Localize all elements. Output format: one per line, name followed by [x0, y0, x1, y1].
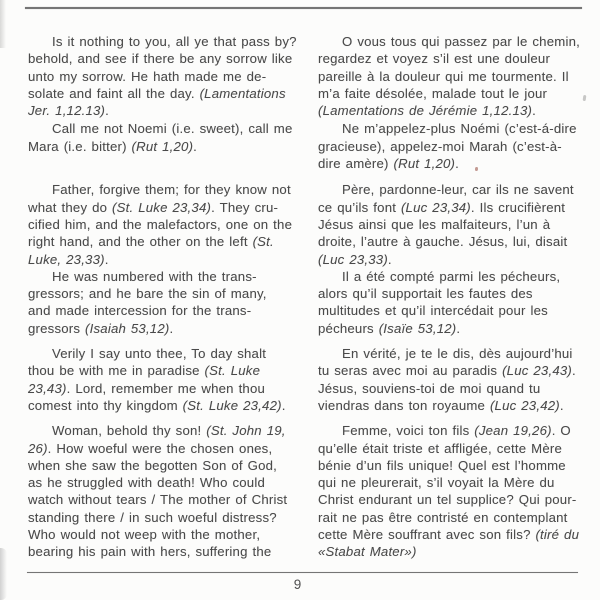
text-line — [28, 120, 293, 137]
scripture-reference: (Isaïe 53,12) — [378, 320, 457, 336]
text-segment: cette Mère souffrant avec son fils? — [318, 527, 536, 543]
text-segment: En vérité, je te le dis, dès aujourd’hui — [342, 346, 573, 362]
text-segment: O vous tous qui passez par le chemin, — [342, 34, 580, 49]
text-segment: m’a faite désolée, malade tout le jour — [318, 85, 548, 101]
text-segment: Père, pardonne-leur, car ils ne savent — [342, 182, 574, 198]
page-edge-shadow-bottom — [0, 548, 7, 600]
text-segment: Father, forgive them; for they know not — [52, 182, 291, 198]
paragraph-french-1 — [318, 33, 580, 119]
text-segment: Verily I say unto thee, To day shalt — [52, 346, 267, 362]
paragraph-french-4 — [318, 268, 580, 337]
text-segment: and made intercession for the trans- — [28, 303, 252, 319]
text-line — [28, 138, 290, 155]
text-line — [28, 285, 290, 302]
text-segment: . They cru- — [211, 199, 279, 215]
text-line — [318, 302, 580, 319]
paragraph-row — [28, 268, 588, 337]
text-line — [318, 345, 580, 362]
text-line — [28, 526, 290, 543]
text-line — [28, 50, 293, 67]
text-segment: as he struggled with death! Who could — [28, 475, 265, 491]
bottom-rule — [27, 572, 578, 573]
text-line — [318, 474, 580, 491]
text-segment: what they do — [28, 199, 113, 215]
paragraph-row — [28, 345, 588, 414]
text-segment: . Lord, remember me when thou — [66, 380, 266, 396]
text-line — [28, 474, 290, 491]
text-line — [28, 181, 290, 198]
text-segment: unto my sorrow. He hath made me de- — [28, 68, 267, 84]
text-line — [318, 397, 580, 414]
text-segment: bénie d’un fils unique! Quel est l’homme — [318, 457, 566, 473]
paragraph-row — [28, 422, 588, 560]
scripture-reference: (Luc 23,42) — [489, 397, 560, 413]
paragraph-row — [28, 120, 588, 172]
text-segment: qu’elle était triste et affligée, cette Mère — [318, 440, 562, 456]
text-line — [318, 543, 580, 560]
scripture-reference: (Jean 19,26) — [474, 423, 552, 439]
text-line — [28, 362, 290, 379]
scripture-reference: (Luc 23,43) — [502, 363, 572, 379]
text-segment: gressors; and he bare the sin of many, — [28, 286, 267, 302]
text-line — [28, 380, 290, 397]
text-segment: ce qu’ils font — [318, 199, 401, 215]
scripture-reference: «Stabat Mater») — [318, 544, 417, 560]
text-segment: regardez et voyez s’il est une douleur — [318, 51, 551, 67]
text-line — [318, 155, 580, 172]
text-segment: . — [104, 251, 109, 267]
paragraph-english-4 — [28, 268, 290, 337]
text-segment: . O — [551, 423, 571, 439]
text-segment: behold, and see if there be any sorrow like — [28, 51, 293, 67]
text-segment: . — [169, 320, 174, 336]
text-segment: . — [193, 138, 198, 154]
scripture-reference: (Rut 1,20) — [393, 156, 456, 172]
scripture-reference: 26) — [28, 440, 48, 456]
text-segment: watch without tears / The mother of Christ — [28, 492, 288, 508]
text-line — [318, 216, 580, 233]
text-segment: Mara (i.e. bitter) — [28, 138, 132, 154]
text-segment: gressors — [28, 320, 86, 336]
text-line — [318, 422, 580, 439]
text-line — [318, 33, 580, 50]
top-rule — [25, 7, 582, 9]
scripture-reference: (Luc 23,34) — [400, 199, 471, 215]
text-segment: Ne m’appelez-plus Noémi (c’est-á-dire — [342, 121, 577, 137]
text-segment: standing there / in such woeful distress? — [28, 509, 277, 525]
text-segment: rait ne pas être contristé en contemplant — [318, 509, 568, 525]
text-line — [318, 120, 580, 137]
text-line — [318, 268, 580, 285]
text-line — [318, 85, 580, 102]
text-segment: multitudes et qu’il intercédait pour les — [318, 303, 548, 319]
text-segment: Femme, voici ton fils — [342, 423, 475, 439]
scripture-reference: (Luc 23,33) — [318, 251, 388, 267]
text-segment: . — [105, 103, 110, 119]
text-line — [318, 491, 580, 508]
text-line — [318, 138, 580, 155]
text-segment: gracieuse), appelez-moi Marah (c’est-à- — [318, 138, 562, 154]
text-segment: viendras dans ton royaume — [318, 397, 490, 413]
text-segment: thou be with me in paradise — [28, 363, 205, 379]
text-line — [318, 50, 580, 67]
text-segment: right hand, and the other on the left — [28, 234, 253, 250]
scripture-reference: (St. Luke 23,34) — [112, 199, 212, 215]
text-line — [28, 422, 290, 439]
text-line — [318, 199, 580, 216]
scripture-reference: 23,43) — [28, 380, 67, 396]
text-line — [28, 440, 290, 457]
text-segment: . — [281, 397, 286, 413]
text-line — [28, 85, 290, 102]
paragraph-row — [28, 181, 588, 267]
text-segment: pécheurs — [318, 320, 379, 336]
text-line — [28, 302, 290, 319]
text-segment: dire amère) — [318, 156, 394, 172]
text-line — [28, 233, 290, 250]
text-line — [28, 320, 290, 337]
text-line — [28, 102, 290, 119]
text-segment: . Ils crucifièrent — [470, 199, 566, 215]
text-line — [28, 68, 290, 85]
text-line — [318, 181, 580, 198]
paragraph-french-5 — [318, 345, 580, 414]
text-segment: . — [387, 251, 392, 267]
paragraph-english-2 — [28, 120, 293, 172]
text-segment: qui ne pleurerait, s’il voyait la Mère du — [318, 475, 555, 491]
text-segment: . — [455, 156, 460, 172]
page-edge-shadow-top — [0, 0, 6, 48]
text-segment: Il a été compté parmi les pécheurs, — [342, 268, 561, 284]
text-segment: droite, l’autre à gauche. Jésus, lui, disait — [318, 234, 568, 250]
paragraph-english-5 — [28, 345, 290, 414]
text-segment: Christ endurant un tel supplice? Qui pour- — [318, 492, 577, 508]
text-segment: cified him, and the malefactors, one on the — [28, 216, 293, 232]
text-segment: He was numbered with the trans- — [52, 268, 257, 284]
text-line — [318, 440, 580, 457]
scripture-reference: Luke, 23,33) — [28, 251, 105, 267]
scripture-reference: (St. John 19, — [206, 423, 286, 439]
text-segment: . — [456, 320, 461, 336]
text-segment: Who would not weep with the mother, — [28, 527, 261, 543]
text-segment: tu seras avec moi au paradis — [318, 363, 503, 379]
text-segment: Is it nothing to you, all ye that pass by? — [52, 34, 297, 49]
scripture-reference: (tiré du — [535, 527, 580, 543]
paragraph-row — [28, 33, 588, 119]
scripture-reference: (St. — [252, 234, 274, 250]
text-line — [318, 526, 580, 543]
text-line — [318, 320, 580, 337]
two-column-text — [28, 33, 588, 561]
text-line — [28, 543, 290, 560]
scripture-reference: (St. Luke — [204, 363, 261, 379]
text-line — [28, 457, 290, 474]
scripture-reference: Jer. 1,12.13) — [28, 103, 106, 119]
text-segment: comest into thy kingdom — [28, 397, 183, 413]
text-line — [28, 199, 290, 216]
text-segment: Call me not Noemi (i.e. sweet), call me — [52, 121, 293, 137]
text-segment: solate and faint all the day. — [28, 85, 200, 101]
text-segment: Woman, behold thy son! — [52, 423, 207, 439]
paragraph-french-6 — [318, 422, 580, 560]
paragraph-english-3 — [28, 181, 293, 267]
text-segment: Jésus ainsi que les malfaiteurs, l’un à — [318, 216, 551, 232]
scripture-reference: (St. Luke 23,42) — [182, 397, 282, 413]
text-line — [28, 216, 293, 233]
text-segment: . — [532, 103, 536, 119]
text-segment: alors qu’il supportait les fautes des — [318, 286, 533, 302]
text-line — [28, 491, 290, 508]
text-line — [318, 233, 580, 250]
text-line — [28, 509, 290, 526]
text-line — [318, 102, 580, 119]
text-line — [28, 33, 297, 50]
text-line — [318, 362, 580, 379]
text-line — [318, 251, 580, 268]
paragraph-french-3 — [318, 181, 580, 267]
text-line — [28, 268, 290, 285]
scripture-reference: (Rut 1,20) — [131, 138, 194, 154]
text-segment: Jésus, souviens-toi de moi quand tu — [318, 380, 541, 396]
text-line — [318, 380, 580, 397]
text-segment: bearing his pain with hers, suffering the — [28, 544, 272, 560]
paragraph-french-2 — [318, 120, 580, 172]
text-segment: . — [559, 397, 564, 413]
text-line — [318, 457, 580, 474]
paragraph-english-1 — [28, 33, 297, 119]
text-segment: pareille à la douleur qui me tourmente. Il — [318, 68, 569, 84]
text-line — [28, 397, 290, 414]
text-line — [318, 285, 580, 302]
text-line — [28, 345, 290, 362]
text-segment: . — [571, 363, 576, 379]
text-line — [318, 509, 580, 526]
scripture-reference: (Lamentations — [199, 85, 286, 101]
scripture-reference: (Lamentations de Jérémie 1,12.13) — [318, 103, 533, 119]
text-line — [28, 251, 290, 268]
page-number: 9 — [293, 577, 302, 592]
scripture-reference: (Isaiah 53,12) — [85, 320, 170, 336]
paragraph-english-6 — [28, 422, 290, 560]
text-segment: . How woeful were the chosen ones, — [47, 440, 273, 456]
text-line — [318, 68, 580, 85]
text-segment: when she saw the begotten Son of God, — [28, 457, 278, 473]
scan-artifact-speck — [475, 167, 478, 171]
